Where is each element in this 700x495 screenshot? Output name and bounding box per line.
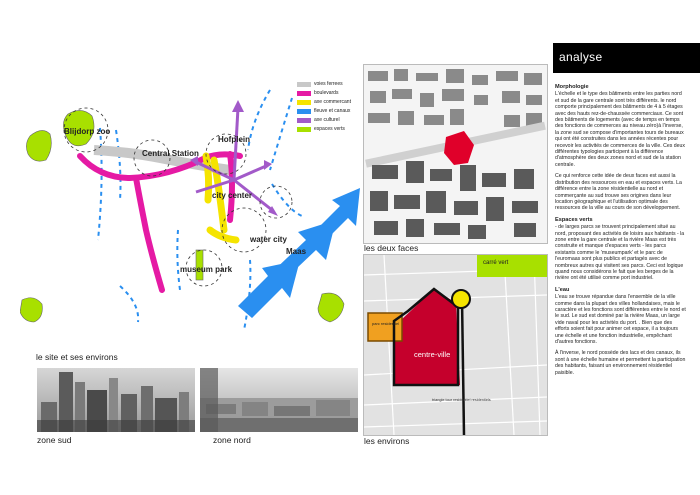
label-triangle: triangle tour residentiel residentiels (432, 398, 491, 402)
legend-swatch (297, 127, 311, 132)
heading-espaces-verts: Espaces verts (555, 216, 593, 223)
legend-row (297, 116, 351, 125)
legend-swatch (297, 82, 311, 87)
paragraph-nord: À l'inverse, le nord possède des lacs et des canaux, ils sont à une échelle humaine et permettent la participation des habitants, faisant un environnement résidentiel paisible. (555, 350, 686, 376)
park-southwest (20, 298, 42, 322)
legend-swatch (297, 100, 311, 105)
heading-morphologie: Morphologie (555, 84, 589, 90)
legend-label: axe culturel (314, 117, 340, 123)
yellow-node (452, 290, 470, 308)
legend-row (297, 80, 351, 89)
paragraph-morphologie: L'échelle et le type des bâtiments entre les parties nord et sud de la gare centrale sont très différents. le nord comporte principalement des bâtiments de 4 à 5 étages avec des hauts rez-de-chaussée commerciaux. Ce sont des bâtiments de logements (avec de temps en temps des fonctions de commerces au niveau zéro)à l'inverse, la zone sud se compose d'importantes tours de bureaux qui ont été construites dans les années récentes pour recevoir les activités de commerces de la ville. Ces deux différentes typologies participent à la différence d'atmosphère des deux zones nord et sud de la station centrale. (555, 91, 686, 168)
paragraph-eau: L'eau se trouve répandue dans l'ensemble de la ville comme dans la plupart des villes hollandaises, mais le caractère et les fonctions sont différentes entre le nord et le sud. Le sud est dominé par la rivière Maas, un large vide naval pour les activités du port. . Bien que des efforts soient fait pour animer cet espace, il a toujours une échelle et une fonction industrielle, empêchant d'autres fonctions. (555, 294, 686, 346)
legend-swatch (297, 109, 311, 114)
paragraph-deux-faces: Ce qui renforce cette idée de deux faces est aussi la distribution des ressources en eau et espaces verts. La différence entre la zone résidentielle au nord et commerçante au sud trouve ses origines dans leur location géographique et l'utilisation optimale des ressources de la ville au cours de son développement. (555, 173, 682, 212)
heading-eau: L'eau (555, 286, 570, 293)
label-museum-park: museum park (180, 265, 233, 274)
caption-deux-faces: les deux faces (364, 243, 419, 253)
legend-swatch (297, 118, 311, 123)
legend-label: axe commercant (314, 99, 351, 105)
label-small-box: parc residentiel (372, 321, 400, 326)
legend-label: fleuve et canaux (314, 108, 351, 114)
legend-row (297, 125, 351, 134)
photo-zone-sud (37, 368, 195, 432)
label-maas: Maas (286, 247, 307, 256)
label-zoo: Blijdorp zoo (64, 127, 111, 136)
caption-zone-nord: zone nord (213, 435, 251, 445)
carre-vert-block (477, 255, 547, 277)
label-city-center: city center (212, 191, 253, 200)
caption-environs: les environs (364, 436, 410, 446)
photo-zone-nord (200, 368, 358, 432)
analysis-text (555, 84, 687, 381)
park-west (26, 130, 51, 161)
legend-swatch (297, 91, 311, 96)
legend-label: espaces verts (314, 126, 345, 132)
caption-zone-sud: zone sud (37, 435, 72, 445)
legend-label: boulevards (314, 90, 339, 96)
label-water-city: water city (250, 235, 287, 244)
map-environs (363, 254, 548, 436)
page-title: analyse (559, 50, 603, 64)
residential-box (368, 313, 402, 341)
legend-row (297, 89, 351, 98)
legend-row (297, 107, 351, 116)
label-hofplein: Hofplein (218, 135, 250, 144)
label-central-station: Central Station (142, 149, 199, 158)
park-southeast (318, 293, 344, 322)
legend-row (297, 98, 351, 107)
legend-label: voies ferrees (314, 81, 343, 87)
diagram-legend (297, 80, 351, 134)
label-centre-ville: centre-ville (414, 350, 451, 359)
map-two-faces (363, 64, 548, 244)
label-carre-vert: carré vert (483, 260, 509, 266)
paragraph-espaces-verts: - de larges parcs se trouvent principalement situé au nord, proposant des activités de loisirs aux habitants - la zone entre la gare centrale et la rivière Maas est très construite et manque d'espaces verts - les parcs existants comme le 'museumpark' et le parc de l'euromaas sont plus publics et partagés avec de nombreux autres qui visitent ses parcs. Ceci est logique quand nous considérons le fait que les berges de la rivière ont été utilisé comme port industriel. (555, 224, 685, 282)
caption-site: le site et ses environs (36, 352, 118, 362)
